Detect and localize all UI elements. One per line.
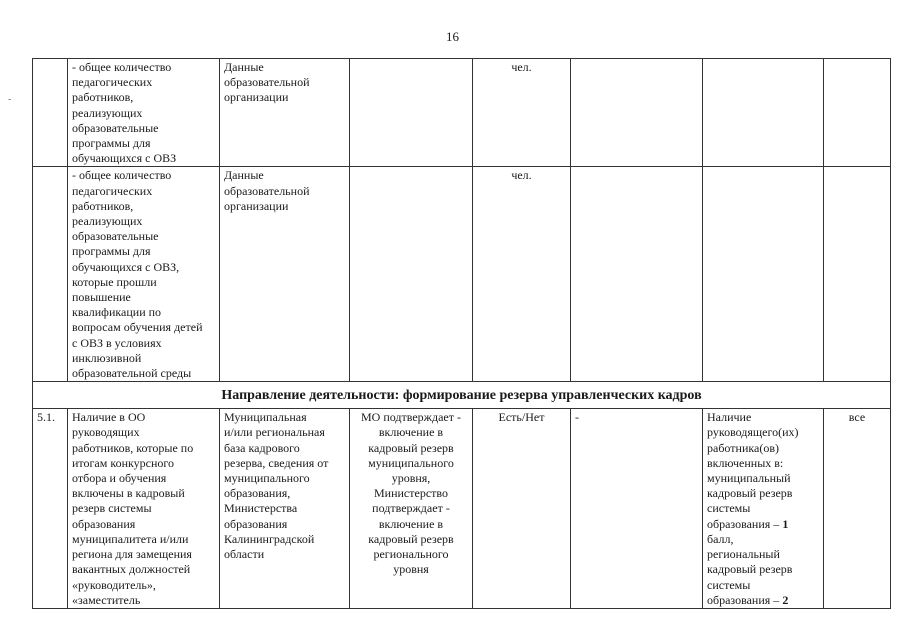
- cell-source: Данные образовательной организации: [220, 59, 350, 167]
- cell-confirmation: [350, 59, 473, 167]
- criteria-points-1: 1: [782, 516, 789, 531]
- cell-source: Данные образовательной организации: [220, 167, 350, 382]
- cell-indicator: - общее количество педагогических работников, реализующих образовательные программы для обучающихся с ОВЗ, которые прошли повышение квалификации по вопросам обучения детей с ОВЗ в условиях инклюзивной образовательной среды: [68, 167, 220, 382]
- page-number: 16: [446, 29, 459, 44]
- cell-scope: все: [824, 409, 891, 609]
- cell-criteria: [703, 167, 824, 382]
- cell-indicator: - общее количество педагогических работников, реализующих образовательные программы для обучающихся с ОВЗ: [68, 59, 220, 167]
- cell-unit: чел.: [473, 59, 571, 167]
- cell-criteria: [703, 59, 824, 167]
- scan-mark: -: [8, 94, 12, 105]
- cell-num: [33, 59, 68, 167]
- criteria-text-1: Наличие руководящего(их) работника(ов) включенных в: муниципальный кадровый резерв системы образования –: [707, 410, 799, 531]
- criteria-text-2: балл, региональный кадровый резерв системы образования –: [707, 531, 793, 607]
- cell-formula: -: [571, 409, 703, 609]
- table-row: [33, 167, 891, 382]
- cell-formula: [571, 167, 703, 382]
- criteria-points-2: 2: [782, 592, 789, 607]
- section-header-row: [33, 382, 891, 409]
- cell-unit: Есть/Нет: [473, 409, 571, 609]
- cell-scope: [824, 167, 891, 382]
- section-title: Направление деятельности: формирование резерва управленческих кадров: [33, 382, 891, 409]
- cell-indicator: Наличие в ОО руководящих работников, которые по итогам конкурсного отбора и обучения включены в кадровый резерв системы образования муниципалитета и/или региона для замещения вакантных должностей «руководитель», «заместитель: [68, 409, 220, 609]
- cell-confirmation: МО подтверждает - включение в кадровый резерв муниципального уровня, Министерство подтверждает - включение в кадровый резерв регионального уровня: [350, 409, 473, 609]
- indicators-table: [32, 58, 891, 609]
- cell-num: [33, 167, 68, 382]
- cell-unit: чел.: [473, 167, 571, 382]
- cell-num: 5.1.: [33, 409, 68, 609]
- cell-scope: [824, 59, 891, 167]
- table-row: [33, 59, 891, 167]
- table-row: [33, 409, 891, 609]
- cell-confirmation: [350, 167, 473, 382]
- cell-formula: [571, 59, 703, 167]
- cell-source: Муниципальная и/или региональная база кадрового резерва, сведения от муниципального образования, Министерства образования Калининградской области: [220, 409, 350, 609]
- cell-criteria: [703, 409, 824, 609]
